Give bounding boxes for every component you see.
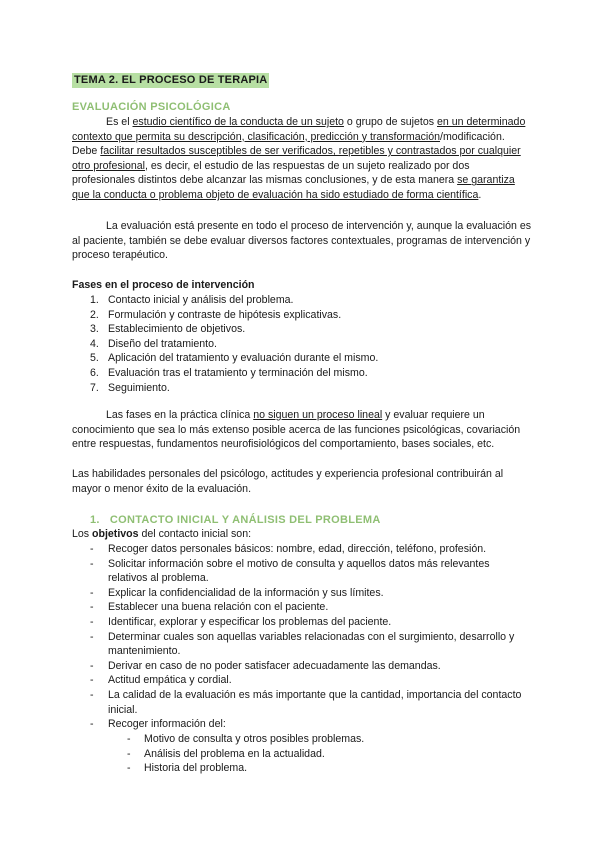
dash-bullet: - — [90, 659, 94, 672]
text-run: del contacto inicial son: — [138, 528, 252, 540]
dash-bullet: - — [90, 615, 94, 628]
dash-bullet: - — [90, 718, 94, 731]
heading-text: CONTACTO INICIAL Y ANÁLISIS DEL PROBLEMA — [109, 514, 381, 526]
list-item — [90, 659, 530, 674]
heading-number: 1. — [90, 514, 100, 526]
dash-bullet: - — [90, 601, 94, 614]
dash-bullet: - — [90, 543, 94, 555]
list-item — [90, 586, 530, 601]
bold-text: objetivos — [92, 528, 139, 540]
list-item-text: Seguimiento. — [108, 381, 170, 394]
list-item-text: Historia del problema. — [144, 762, 248, 775]
list-item-text: Solicitar información sobre el motivo de consulta y aquellos datos más relevantes relativos al problema. — [108, 557, 490, 585]
dash-bullet: - — [90, 688, 94, 701]
list-item-text: Formulación y contraste de hipótesis explicativas. — [108, 308, 342, 321]
text-run: , es decir, el estudio de las respuestas de un sujeto realizado por dos profesionales distintos debe alcanzar las mismas conclusiones, y de esta manera — [72, 159, 470, 187]
fases-heading: Fases en el proceso de intervención — [72, 279, 255, 291]
list-item — [90, 366, 530, 381]
underlined-text: estudio científico de la conducta de un sujeto — [132, 116, 344, 128]
underlined-text: se garantiza que la conducta o problema objeto de evaluación ha sido estudiado de forma científica — [72, 174, 515, 201]
dash-bullet: - — [90, 557, 94, 570]
list-item-text: Recoger datos personales básicos: nombre, edad, dirección, teléfono, profesión. — [108, 543, 487, 555]
list-item — [90, 600, 530, 615]
list-item — [90, 293, 530, 308]
list-number: 2. — [90, 308, 99, 321]
dash-bullet: - — [127, 762, 131, 775]
section-heading-evaluacion: EVALUACIÓN PSICOLÓGICA — [72, 101, 231, 113]
list-number: 3. — [90, 323, 99, 336]
list-item-text: Evaluación tras el tratamiento y terminación del mismo. — [108, 366, 368, 379]
underlined-text: no siguen un proceso lineal — [253, 409, 383, 421]
fases-list — [90, 293, 530, 395]
list-item — [90, 630, 530, 659]
list-item — [127, 761, 527, 776]
text-run: Las fases en la práctica clínica — [106, 409, 254, 421]
list-item-text: Recoger información del: — [108, 718, 226, 731]
list-item — [90, 381, 530, 396]
objetivos-intro — [72, 527, 251, 542]
list-number: 7. — [90, 381, 99, 394]
list-item-text: Explicar la confidencialidad de la información y sus límites. — [108, 586, 384, 599]
underlined-text: en un determinado contexto que permita su descripción, clasificación, predicción y transformación — [72, 116, 526, 143]
dash-bullet: - — [90, 674, 94, 687]
paragraph-habilidades: Las habilidades personales del psicólogo, actitudes y experiencia profesional contribuirán al mayor o menor éxito de la evaluación. — [72, 468, 504, 495]
list-item-text: Aplicación del tratamiento y evaluación durante el mismo. — [108, 352, 379, 365]
list-item — [127, 747, 527, 762]
paragraph-evaluacion-context: La evaluación está presente en todo el proceso de intervención y, aunque la evaluación es al paciente, también se debe evaluar diversos factores contextuales, programas de intervención y proceso terapéutico. — [72, 220, 532, 262]
text-run: y evaluar requiere un conocimiento que sea lo más extenso posible acerca de las funciones psicológicas, covariación entre respuestas, fundamentos neurofisiológicos del comportamiento, bases sociales, etc. — [72, 409, 521, 451]
section-heading-contacto — [90, 513, 381, 528]
list-item-text: Diseño del tratamiento. — [108, 337, 217, 350]
informacion-sublist — [127, 732, 527, 776]
list-item-text: Identificar, explorar y especificar los problemas del paciente. — [108, 615, 392, 628]
dash-bullet: - — [127, 747, 131, 760]
list-item-text: Motivo de consulta y otros posibles problemas. — [144, 733, 365, 745]
text-run: o grupo de sujetos — [343, 116, 437, 128]
list-item — [90, 673, 530, 688]
paragraph-fases-practica — [72, 408, 532, 452]
paragraph-evaluacion-definition — [72, 115, 532, 203]
text-run: . — [478, 188, 482, 201]
text-run: Es el — [106, 116, 133, 128]
list-item — [90, 322, 530, 337]
dash-bullet: - — [127, 733, 131, 745]
list-item-text: Contacto inicial y análisis del problema. — [108, 294, 294, 306]
list-item — [90, 688, 530, 717]
list-number: 1. — [90, 294, 99, 306]
list-item-text: Establecer una buena relación con el paciente. — [108, 601, 329, 614]
text-run: Los — [72, 528, 93, 540]
list-item-text: La calidad de la evaluación es más importante que la cantidad, importancia del contacto inicial. — [108, 688, 522, 716]
list-item — [90, 337, 530, 352]
list-item-text: Actitud empática y cordial. — [108, 674, 232, 687]
list-item-text: Derivar en caso de no poder satisfacer adecuadamente las demandas. — [108, 659, 441, 672]
list-item-text: Determinar cuales son aquellas variables relacionadas con el surgimiento, desarrollo y mantenimiento. — [108, 630, 515, 658]
list-number: 5. — [90, 352, 99, 365]
underlined-text: facilitar resultados susceptibles de ser verificados, repetibles y contrastados por cualquier otro profesional — [72, 145, 521, 172]
list-item — [90, 542, 530, 557]
list-number: 6. — [90, 366, 99, 379]
document-title: TEMA 2. EL PROCESO DE TERAPIA — [74, 74, 268, 86]
objetivos-list — [90, 542, 530, 732]
dash-bullet: - — [90, 630, 94, 643]
list-item — [127, 732, 527, 747]
text-run: /modificación. Debe — [72, 130, 505, 158]
list-item — [90, 557, 530, 586]
dash-bullet: - — [90, 586, 94, 599]
list-item — [90, 308, 530, 323]
list-number: 4. — [90, 337, 99, 350]
list-item-text: Análisis del problema en la actualidad. — [144, 747, 325, 760]
list-item — [90, 717, 530, 732]
list-item-text: Establecimiento de objetivos. — [108, 323, 246, 336]
list-item — [90, 351, 530, 366]
list-item — [90, 615, 530, 630]
